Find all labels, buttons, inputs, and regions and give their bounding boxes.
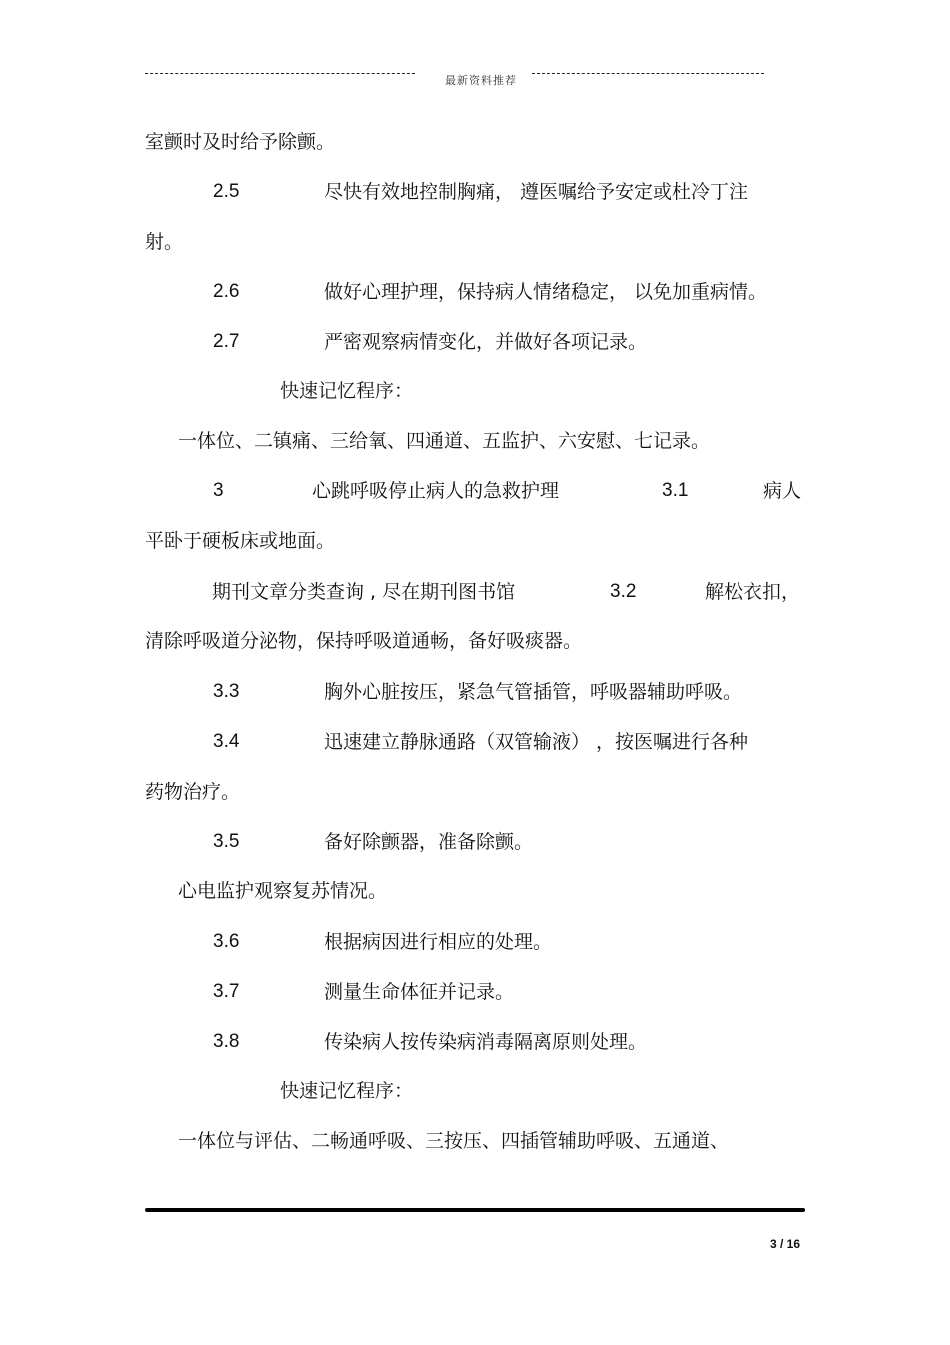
section-number: 3 bbox=[213, 480, 224, 501]
item-text: 严密观察病情变化，并做好各项记录。 bbox=[324, 331, 648, 353]
item-text: 测量生命体征并记录。 bbox=[324, 981, 515, 1003]
item-text: 尽快有效地控制胸痛， 遵医嘱给予安定或杜冷丁注 bbox=[324, 181, 749, 203]
text-line: 平卧于硬板床或地面。 bbox=[145, 530, 336, 552]
item-number: 3.5 bbox=[213, 831, 240, 852]
item-number: 3.6 bbox=[213, 931, 240, 952]
item-text: 病人 bbox=[763, 480, 802, 502]
text-line: 室颤时及时给予除颤。 bbox=[145, 131, 336, 153]
text-line: 药物治疗。 bbox=[145, 781, 241, 803]
memo-heading: 快速记忆程序： bbox=[280, 380, 414, 402]
section-title: 心跳呼吸停止病人的急救护理 bbox=[312, 480, 560, 502]
text-line: 射。 bbox=[145, 231, 184, 253]
item-number: 2.5 bbox=[213, 181, 240, 202]
header-dash-right bbox=[532, 73, 764, 74]
item-text: 胸外心脏按压，紧急气管插管，呼吸器辅助呼吸。 bbox=[324, 681, 743, 703]
memo-text: 一体位、二镇痛、三给氧、四通道、五监护、六安慰、七记录。 bbox=[178, 430, 711, 452]
item-number: 3.3 bbox=[213, 681, 240, 702]
header-dash-left bbox=[145, 73, 415, 74]
item-number: 2.7 bbox=[213, 331, 240, 352]
item-number: 3.4 bbox=[213, 731, 240, 752]
item-number: 2.6 bbox=[213, 281, 240, 302]
text-line: 清除呼吸道分泌物，保持呼吸道通畅，备好吸痰器。 bbox=[145, 630, 583, 652]
item-number: 3.1 bbox=[662, 480, 689, 501]
item-text: 传染病人按传染病消毒隔离原则处理。 bbox=[324, 1031, 648, 1053]
text-line: 心电监护观察复苏情况。 bbox=[178, 880, 388, 902]
item-text: 根据病因进行相应的处理。 bbox=[324, 931, 553, 953]
item-text: 解松衣扣， bbox=[705, 581, 801, 603]
item-text: 迅速建立静脉通路（双管输液） ，按医嘱进行各种 bbox=[324, 731, 749, 753]
memo-text: 一体位与评估、二畅通呼吸、三按压、四插管辅助呼吸、五通道、 bbox=[178, 1130, 730, 1152]
item-number: 3.2 bbox=[610, 581, 637, 602]
item-number: 3.7 bbox=[213, 981, 240, 1002]
footer-rule bbox=[145, 1208, 805, 1212]
page-number: 3 / 16 bbox=[770, 1237, 801, 1251]
ad-text: 期刊文章分类查询 , 尽在期刊图书馆 bbox=[212, 581, 516, 603]
item-number: 3.8 bbox=[213, 1031, 240, 1052]
item-text: 做好心理护理，保持病人情绪稳定， 以免加重病情。 bbox=[324, 281, 768, 303]
memo-heading: 快速记忆程序： bbox=[280, 1080, 414, 1102]
item-text: 备好除颤器，准备除颤。 bbox=[324, 831, 534, 853]
header-title: 最新资料推荐 bbox=[445, 74, 517, 87]
